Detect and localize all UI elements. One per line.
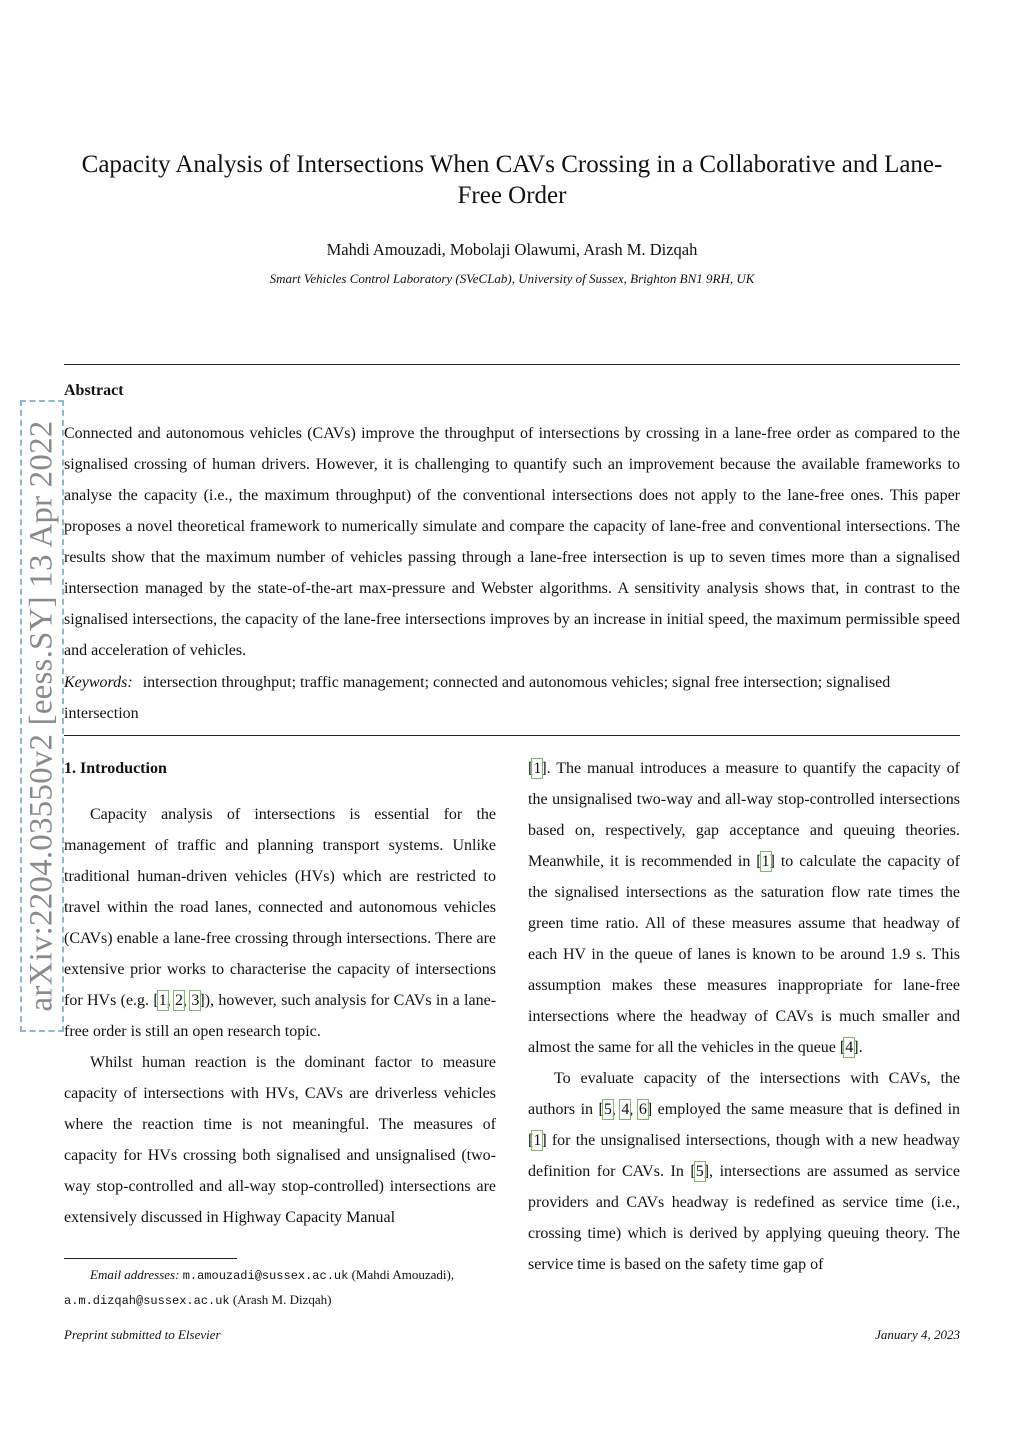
abstract-bottom-divider — [64, 735, 960, 736]
arxiv-identifier[interactable]: arXiv:2204.03550v2 [eess.SY] 13 Apr 2022 — [23, 420, 60, 1012]
author-list: Mahdi Amouzadi, Mobolaji Olawumi, Arash M. Dizqah — [326, 240, 698, 259]
keywords-text: intersection throughput; traffic management; connected and autonomous vehicles; signal free intersection; signalised intersection — [64, 674, 891, 722]
email-link[interactable]: m.amouzadi@sussex.ac.uk — [182, 1269, 349, 1283]
citation-link[interactable]: 4 — [845, 1039, 854, 1056]
email-owner: (Mahdi Amouzadi), — [351, 1267, 455, 1282]
citation-link[interactable]: 2 — [175, 992, 184, 1009]
citation-link[interactable]: 3 — [191, 992, 200, 1009]
citation-link[interactable]: 6 — [638, 1101, 647, 1118]
left-column — [64, 753, 496, 1233]
keywords-label: Keywords: — [64, 674, 133, 691]
affiliation: Smart Vehicles Control Laboratory (SVeCLab), University of Sussex, Brighton BN1 9RH, UK — [269, 271, 755, 286]
footnote-divider — [64, 1258, 237, 1259]
citation-link[interactable]: 5 — [695, 1163, 704, 1180]
footer-submission-note: Preprint submitted to Elsevier — [64, 1327, 221, 1342]
intro-paragraph-2: Whilst human reaction is the dominant factor to measure capacity of intersections with HVs, CAVs are driverless vehicles where the reaction time is not meaningful. The measures of capacity for HVs crossing both signalised and unsignalised (two-way stop-controlled and all-way stop-controlled) intersections are extensively discussed in Highway Capacity Manual — [64, 1054, 496, 1226]
citation-link[interactable]: 1 — [533, 1132, 542, 1149]
abstract-heading: Abstract — [64, 382, 124, 399]
section-heading-introduction: 1. Introduction — [64, 760, 167, 777]
intro-paragraph-2-continued: [1]. The manual introduces a measure to quantify the capacity of the unsignalised two-way and all-way stop-controlled intersections based on, respectively, gap acceptance and queuing theories. Meanwhile, it is recommended in [1] to calculate the capacity of the signalised intersections as the saturation flow rate times the green time ratio. All of these measures assume that headway of each HV in the queue of lanes is known to be around 1.9 s. This assumption makes these measures inappropriate for lane-free intersections where the headway of CAVs is much smaller and almost the same for all the vehicles in the queue [4]. — [528, 760, 961, 1056]
email-link[interactable]: a.m.dizqah@sussex.ac.uk — [64, 1294, 230, 1308]
paper-title: Capacity Analysis of Intersections When CAVs Crossing in a Collaborative and Lane-Free Order — [81, 151, 943, 209]
arxiv-stamp — [20, 400, 64, 1032]
citation-link[interactable]: 1 — [158, 992, 167, 1009]
citation-link[interactable]: 4 — [621, 1101, 630, 1118]
footnote-emails — [64, 1263, 504, 1313]
footer-date: January 4, 2023 — [875, 1327, 960, 1342]
intro-paragraph-1: Capacity analysis of intersections is essential for the management of traffic and planning transport systems. Unlike traditional human-driven vehicles (HVs) which are restricted to travel within the road lanes, connected and autonomous vehicles (CAVs) enable a lane-free crossing through intersections. There are extensive prior works to characterise the capacity of intersections for HVs (e.g. [1, 2, 3]), however, such analysis for CAVs in a lane-free order is still an open research topic. — [64, 806, 497, 1040]
right-column — [528, 753, 960, 1280]
intro-paragraph-3: To evaluate capacity of the intersections with CAVs, the authors in [5, 4, 6] employed the same measure that is defined in [1] for the unsignalised intersections, though with a new headway definition for CAVs. In [5], intersections are assumed as service providers and CAVs headway is redefined as service time (i.e., crossing time) which is derived by applying queuing theory. The service time is based on the safety time gap of — [528, 1070, 961, 1273]
footnote-label: Email addresses: — [90, 1267, 180, 1282]
keywords — [64, 667, 960, 729]
citation-link[interactable]: 1 — [533, 760, 542, 777]
citation-link[interactable]: 1 — [761, 853, 770, 870]
email-owner: (Arash M. Dizqah) — [232, 1292, 332, 1307]
abstract-body: Connected and autonomous vehicles (CAVs) improve the throughput of intersections by crossing in a lane-free order as compared to the signalised crossing of human drivers. However, it is challenging to quantify such an improvement because the available frameworks to analyse the capacity (i.e., the maximum throughput) of the conventional intersections does not apply to the lane-free ones. This paper proposes a novel theoretical framework to numerically simulate and compare the capacity of lane-free and conventional intersections. The results show that the maximum number of vehicles passing through a lane-free intersection is up to seven times more than a signalised intersection managed by the state-of-the-art max-pressure and Webster algorithms. A sensitivity analysis shows that, in contrast to the signalised intersections, the capacity of the lane-free intersections improves by an increase in initial speed, the maximum permissible speed and acceleration of vehicles. — [64, 425, 960, 659]
citation-link[interactable]: 5 — [603, 1101, 612, 1118]
top-divider — [64, 364, 960, 365]
